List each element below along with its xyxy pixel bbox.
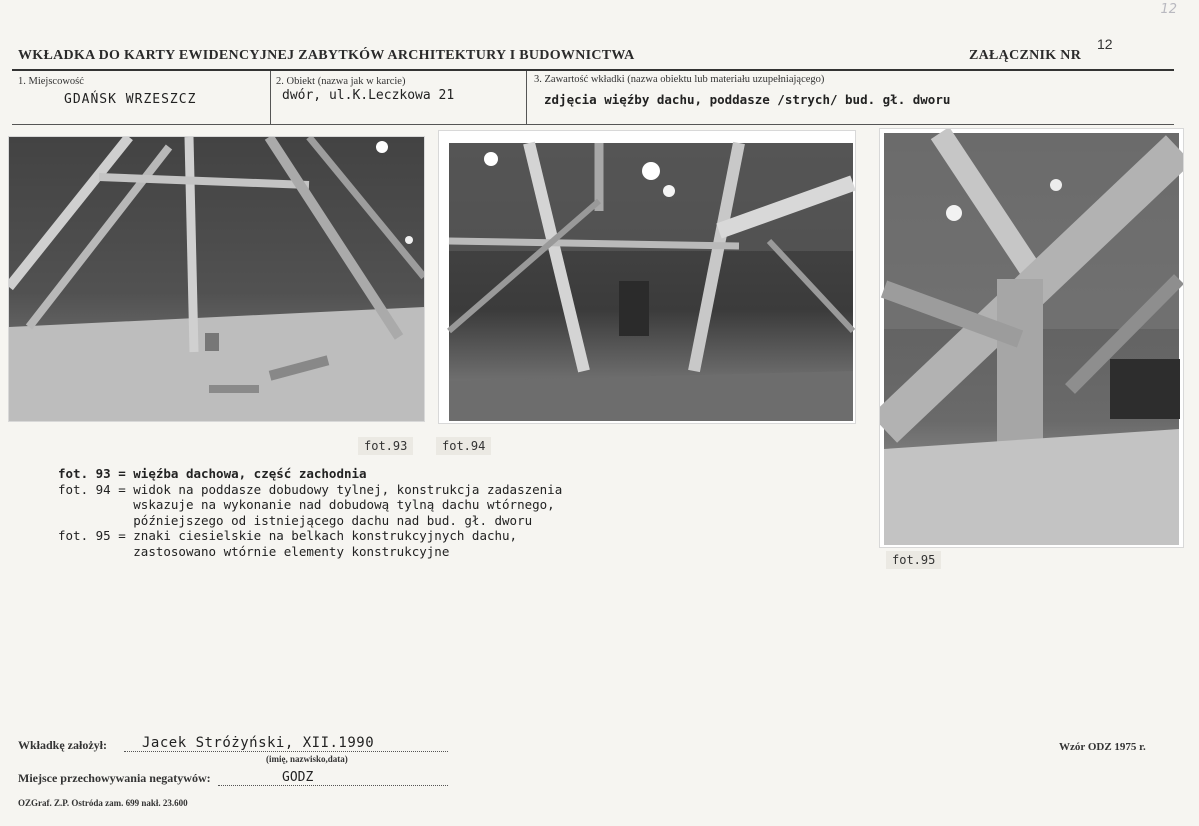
photo-95-caption: fot.95 (886, 551, 941, 569)
field-divider (270, 71, 271, 124)
locality-label: 1. Miejscowość (18, 76, 84, 87)
fields-rule (12, 124, 1174, 125)
form-title: WKŁADKA DO KARTY EWIDENCYJNEJ ZABYTKÓW ARCHITEKTURY I BUDOWNICTWA (18, 48, 635, 63)
carpenter-marks-image (880, 129, 1183, 547)
note-94-text-2: wskazuje na wykonanie nad dobudową tylną dachu wtórnego, (133, 497, 555, 512)
storage-value: GODZ (282, 770, 314, 785)
note-94-label: fot. 94 = (58, 481, 126, 497)
note-93-text: więźba dachowa, część zachodnia (133, 466, 367, 481)
attic-west-image (9, 137, 424, 421)
founder-label: Wkładkę założył: (18, 738, 107, 752)
annex-label: ZAŁĄCZNIK NR (969, 48, 1082, 63)
storage-line (218, 785, 448, 786)
photo-93-caption: fot.93 (358, 437, 413, 455)
attic-extension-image (439, 131, 855, 423)
founder-line (124, 751, 448, 752)
locality-value: GDAŃSK WRZESZCZ (64, 92, 197, 107)
field-divider (526, 71, 527, 124)
note-95-text-2: zastosowano wtórnie elementy konstrukcyjne (133, 543, 450, 559)
header-rule (12, 69, 1174, 71)
storage-label: Miejsce przechowywania negatywów: (18, 771, 211, 785)
founder-hint: (imię, nazwisko,data) (266, 754, 348, 764)
photo-94-caption: fot.94 (436, 437, 491, 455)
object-label: 2. Obiekt (nazwa jak w karcie) (276, 76, 406, 87)
note-93-label: fot. 93 = (58, 466, 126, 481)
photo-notes (58, 466, 562, 559)
pencil-page-number: 12 (1160, 2, 1177, 17)
note-95-label: fot. 95 = (58, 528, 126, 543)
note-94-text-3: późniejszego od istniejącego dachu nad bud. gł. dworu (133, 512, 533, 528)
founder-value: Jacek Stróżyński, XII.1990 (142, 735, 375, 751)
annex-number: 12 (1097, 36, 1113, 52)
content-label: 3. Zawartość wkładki (nazwa obiektu lub materiału uzupełniającego) (534, 74, 825, 85)
photo-95 (879, 128, 1184, 548)
note-95-text: znaki ciesielskie na belkach konstrukcyjnych dachu, (133, 528, 518, 543)
photo-94 (438, 130, 856, 424)
object-value: dwór, ul.K.Leczkowa 21 (282, 88, 455, 103)
photo-93 (8, 136, 425, 422)
content-value: zdjęcia więźby dachu, poddasze /strych/ bud. gł. dworu (544, 92, 951, 107)
note-94-text: widok na poddasze dobudowy tylnej, konstrukcja zadaszenia (133, 481, 563, 497)
model-number: Wzór ODZ 1975 r. (1059, 741, 1146, 753)
printer-info: OZGraf. Z.P. Ostróda zam. 699 nakł. 23.600 (18, 798, 188, 808)
